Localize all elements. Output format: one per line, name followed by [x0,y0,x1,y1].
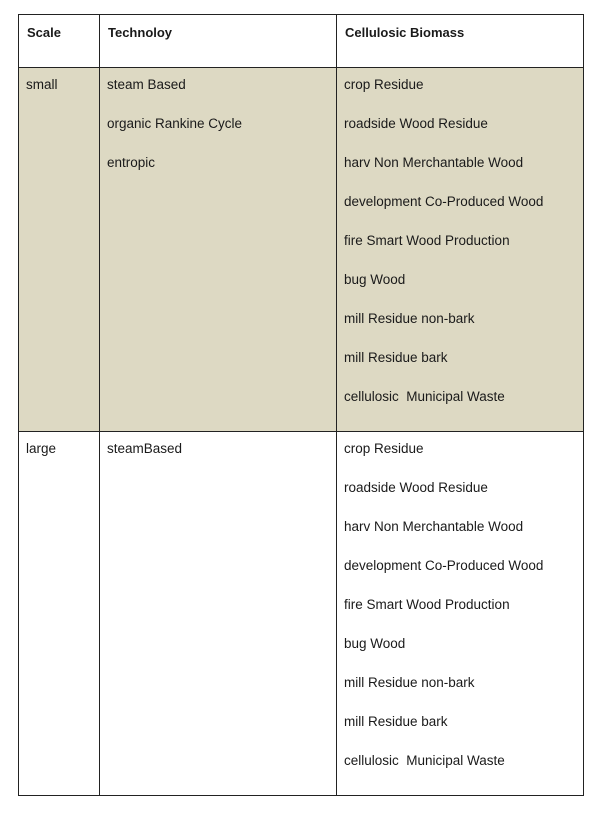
biomass-item: bug Wood [344,272,406,287]
technology-cell [100,432,337,796]
header-scale: Scale [19,15,100,68]
biomass-item: development Co-Produced Wood [344,558,544,573]
biomass-item: crop Residue [344,77,424,92]
biomass-item: fire Smart Wood Production [344,597,510,612]
table-row-large [19,432,584,796]
biomass-item: cellulosic Municipal Waste [344,753,505,768]
biomass-cell [337,68,584,432]
header-row [19,15,584,68]
technology-item: organic Rankine Cycle [107,116,243,131]
biomass-item: cellulosic Municipal Waste [344,389,505,404]
biomass-item: crop Residue [344,441,424,456]
scale-cell [19,68,100,432]
biomass-item: mill Residue bark [344,350,448,365]
biomass-cell [337,432,584,796]
biomass-item: development Co-Produced Wood [344,194,544,209]
scale-cell [19,432,100,796]
scale-value: small [26,77,58,92]
header-biomass: Cellulosic Biomass [337,15,584,68]
scale-value: large [26,441,57,456]
biomass-item: fire Smart Wood Production [344,233,510,248]
header-technology: Technoloy [100,15,337,68]
technology-item: steam Based [107,77,186,92]
biomass-item: roadside Wood Residue [344,116,488,131]
biomass-item: mill Residue non-bark [344,675,475,690]
table-row-small [19,68,584,432]
biomass-item: mill Residue bark [344,714,448,729]
biomass-item: harv Non Merchantable Wood [344,519,524,534]
technology-cell [100,68,337,432]
biomass-technology-table [18,14,584,796]
biomass-item: harv Non Merchantable Wood [344,155,524,170]
biomass-item: bug Wood [344,636,406,651]
technology-item: entropic [107,155,156,170]
biomass-item: mill Residue non-bark [344,311,475,326]
technology-item: steamBased [107,441,183,456]
biomass-item: roadside Wood Residue [344,480,488,495]
